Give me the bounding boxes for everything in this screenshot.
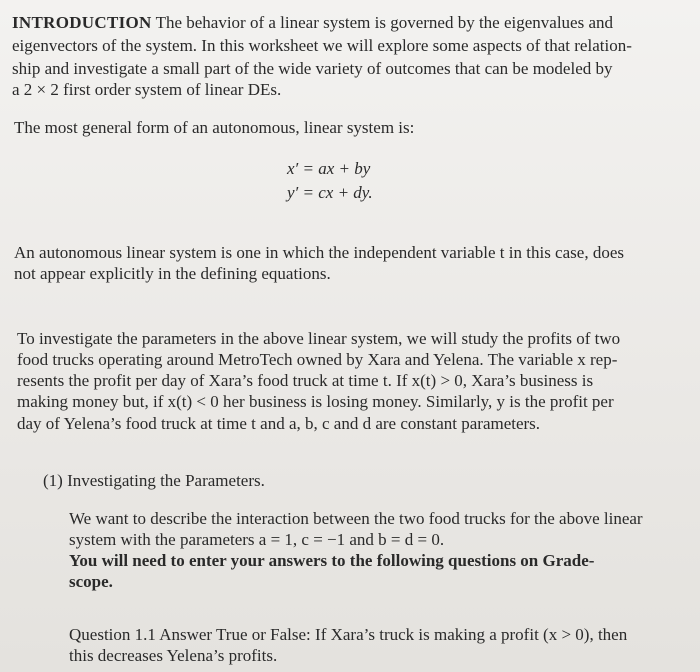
intro-text-1: The behavior of a linear system is governed by the eigenvalues and [151,13,613,32]
section-1-line-1: We want to describe the interaction between the two food trucks for the above linear [69,509,643,528]
intro-line-4: a 2 × 2 first order system of linear DEs. [12,80,282,99]
equation-y: y′ = cx + dy. [287,183,373,202]
investigate-line-2: food trucks operating around MetroTech owned by Xara and Yelena. The variable x rep- [17,350,618,369]
general-form-text: The most general form of an autonomous, linear system is: [14,118,415,137]
equation-x: x′ = ax + by [287,159,371,178]
gradescope-notice-2: scope. [69,572,113,591]
investigate-line-1: To investigate the parameters in the above linear system, we will study the profits of two [17,329,621,348]
intro-heading: INTRODUCTION [12,13,152,32]
section-1-line-2: system with the parameters a = 1, c = −1 and b = d = 0. [69,530,445,549]
investigate-line-4: making money but, if x(t) < 0 her business is losing money. Similarly, y is the profit per [17,392,614,411]
autonomous-line-1: An autonomous linear system is one in which the independent variable t in this case, does [14,243,624,262]
section-1-title: (1) Investigating the Parameters. [43,471,265,490]
intro-line-2: eigenvectors of the system. In this worksheet we will explore some aspects of that relation- [12,36,632,55]
gradescope-notice-1: You will need to enter your answers to the following questions on Grade- [69,551,595,570]
intro-line-1 [12,12,613,34]
intro-line-3: ship and investigate a small part of the wide variety of outcomes that can be modeled by [12,59,613,78]
investigate-line-5: day of Yelena’s food truck at time t and a, b, c and d are constant parameters. [17,414,541,433]
question-1-1-line-2: this decreases Yelena’s profits. [69,646,278,665]
question-1-1-line-1: Question 1.1 Answer True or False: If Xara’s truck is making a profit (x > 0), then [69,625,628,644]
autonomous-line-2: not appear explicitly in the defining equations. [14,264,331,283]
investigate-line-3: resents the profit per day of Xara’s food truck at time t. If x(t) > 0, Xara’s business is [17,371,594,390]
